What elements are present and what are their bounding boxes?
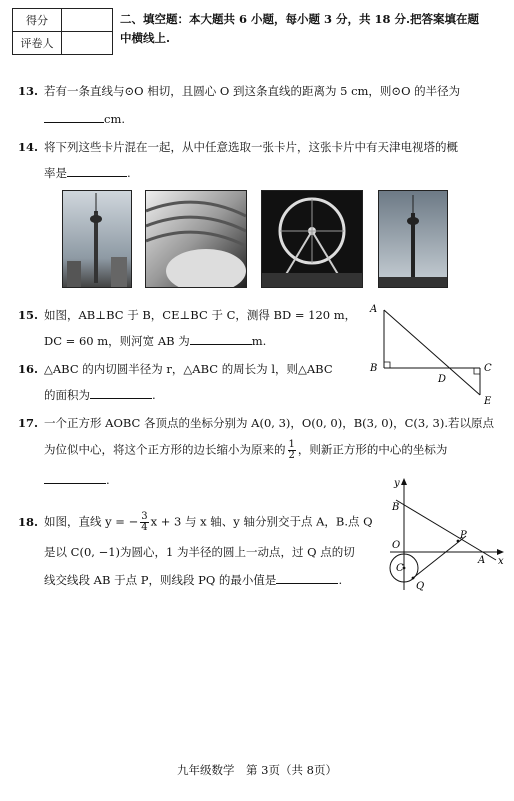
question-number: 17. <box>18 416 39 430</box>
label-e: E <box>484 396 492 407</box>
answer-blank[interactable] <box>90 386 152 399</box>
label-q: Q <box>416 581 425 592</box>
answer-blank[interactable] <box>44 110 104 123</box>
question-18: 18. 如图，直线 y = − $\frac{3}{4}$ x + 3 与 x 轴、y 轴分别交于点 A，B.点 Q 是以 C(0, −1)为圆心，1 为半径的圆上一动点，过 Q 点的切 线交线段 AB 于点 P，则线段 PQ 的最小值是 . <box>18 512 378 589</box>
grader-cell <box>62 32 113 55</box>
label-y: y <box>394 478 400 489</box>
label-a: A <box>478 555 486 566</box>
fraction-one-half: $\frac{1}{2}$ <box>288 439 295 461</box>
label-a: A <box>370 304 378 315</box>
tv-tower-photo-1 <box>62 190 132 288</box>
score-label: 得分 <box>13 9 62 32</box>
fraction-three-quarters: $\frac{3}{4}$ <box>141 511 148 533</box>
answer-blank[interactable] <box>67 164 127 177</box>
score-table <box>12 8 113 55</box>
question-16: 16. △ABC 的内切圆半径为 r，△ABC 的周长为 l，则△ABC 的面积为 . <box>18 362 333 402</box>
question-number: 13. <box>18 84 39 98</box>
figure-18 <box>386 476 510 592</box>
question-13: 13. 若有一条直线与⊙O 相切，且圆心 O 到这条直线的距离为 5 cm，则⊙O 的半径为 cm. <box>18 84 461 126</box>
label-b: B <box>370 363 378 374</box>
question-number: 16. <box>18 362 39 376</box>
section-title-line1: 二、填空题：本大题共 6 小题，每小题 3 分，共 18 分.把答案填在题 <box>120 12 480 26</box>
answer-blank[interactable] <box>44 471 106 484</box>
question-text: 是以 C(0, −1)为圆心，1 为半径的圆上一动点，过 Q 点的切 <box>44 545 355 559</box>
question-text: 如图，AB⊥BC 于 B，CE⊥BC 于 C，测得 BD = 120 m， <box>44 308 357 322</box>
question-15: 15. 如图，AB⊥BC 于 B，CE⊥BC 于 C，测得 BD = 120 m， DC = 60 m，则河宽 AB 为 m. <box>18 308 357 348</box>
question-text: 一个正方形 AOBC 各顶点的坐标分别为 A(0, 3)，O(0, 0)，B(3, 0)，C(3, 3).若以原点 <box>44 416 494 430</box>
section-heading <box>120 10 505 48</box>
label-p: P <box>460 530 467 541</box>
label-o: O <box>392 540 401 551</box>
label-b: B <box>392 502 400 513</box>
page-footer: 九年级数学 第 3页（共 8页） <box>177 763 337 777</box>
question-14: 14. 将下列这些卡片混在一起，从中任意选取一张卡片，这张卡片中有天津电视塔的概 率是 . <box>18 140 458 180</box>
question-number: 15. <box>18 308 39 322</box>
label-d: D <box>438 374 447 385</box>
question-17: 17. 一个正方形 AOBC 各顶点的坐标分别为 A(0, 3)，O(0, 0)，B(3, 0)，C(3, 3).若以原点 为位似中心，将这个正方形的边长缩小为原来的 $\frac{1}{2}$ ，则新正方形的中心的坐标为 . <box>18 416 494 487</box>
ferris-wheel-photo <box>261 190 363 288</box>
label-c: C <box>396 563 404 574</box>
grader-label: 评卷人 <box>13 32 62 55</box>
label-c: C <box>484 363 492 374</box>
question-number: 14. <box>18 140 39 154</box>
question-text: 将下列这些卡片混在一起，从中任意选取一张卡片，这张卡片中有天津电视塔的概 <box>44 140 458 154</box>
score-cell <box>62 9 113 32</box>
question-text: 若有一条直线与⊙O 相切，且圆心 O 到这条直线的距离为 5 cm，则⊙O 的半径为 <box>44 84 461 98</box>
figure-15 <box>362 300 512 410</box>
library-photo <box>145 190 247 288</box>
tv-tower-photo-2 <box>378 190 448 288</box>
answer-blank[interactable] <box>190 332 252 345</box>
label-x: x <box>498 556 504 567</box>
question-number: 18. <box>18 514 39 529</box>
question-text: △ABC 的内切圆半径为 r，△ABC 的周长为 l，则△ABC <box>44 362 333 376</box>
answer-blank[interactable] <box>276 571 338 584</box>
section-title-line2: 中横线上. <box>120 31 171 45</box>
